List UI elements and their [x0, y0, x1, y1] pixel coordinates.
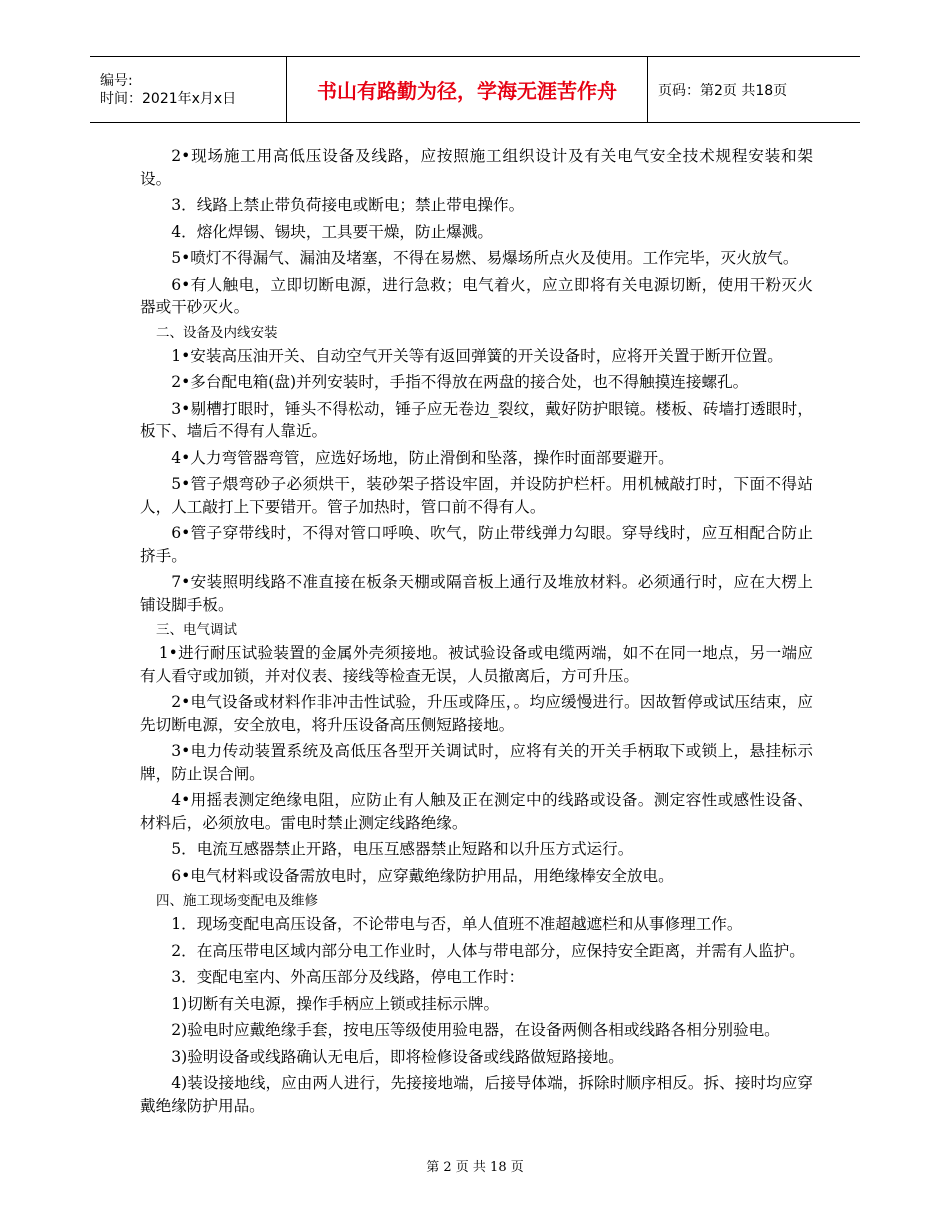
section-heading: 四、施工现场变配电及维修 [156, 893, 318, 909]
body-paragraph: 4•用摇表测定绝缘电阻，应防止有人触及正在测定中的线路或设备。测定容性或感性设备、材料后，必须放电。雷电时禁止测定线路绝缘。 [140, 791, 813, 832]
body-paragraph: 4．熔化焊锡、锡块，工具要干燥，防止爆溅。 [171, 222, 493, 241]
body-paragraph: 5•管子煨弯砂子必须烘干，装砂架子搭设牢固，并设防护栏杆。用机械敲打时，下面不得站人，人工敲打上下要错开。管子加热时，管口前不得有人。 [140, 475, 813, 516]
header-motto-cell [286, 57, 648, 122]
body-paragraph: 2•现场施工用高低压设备及线路，应按照施工组织设计及有关电气安全技术规程安装和架设。 [140, 147, 813, 188]
body-paragraph: 1•进行耐压试验装置的金属外壳须接地。被试验设备或电缆两端，如不在同一地点，另一端应有人看守或加锁，并对仪表、接线等检查无误，人员撤离后，方可升压。 [140, 644, 813, 685]
body-paragraph: 1．现场变配电高压设备，不论带电与否，单人值班不准超越遮栏和从事修理工作。 [171, 915, 743, 933]
header-page-info: 页码：第2页 共18页 [658, 82, 788, 99]
body-paragraph: 6•电气材料或设备需放电时，应穿戴绝缘防护用品，用绝缘棒安全放电。 [171, 866, 674, 885]
body-paragraph: 7•安装照明线路不准直接在板条天棚或隔音板上通行及堆放材料。必须通行时，应在大楞上铺设脚手板。 [140, 573, 813, 614]
body-paragraph: 3•电力传动装置系统及高低压各型开关调试时，应将有关的开关手柄取下或锁上，悬挂标示牌，防止误合闸。 [140, 742, 813, 783]
header-page-cell [648, 57, 860, 122]
body-paragraph: 1•安装高压油开关、自动空气开关等有返回弹簧的开关设备时，应将开关置于断开位置。 [171, 346, 783, 365]
page-footer [0, 1156, 950, 1175]
body-paragraph: 2)验电时应戴绝缘手套，按电压等级使用验电器，在设备两侧各相或线路各相分别验电。 [171, 1021, 780, 1039]
body-paragraph: 2．在高压带电区域内部分电工作业时，人体与带电部分，应保持安全距离，并需有人监护。 [171, 941, 805, 960]
body-paragraph: 3．线路上禁止带负荷接电或断电；禁止带电操作。 [171, 196, 525, 214]
body-paragraph: 4)装设接地线，应由两人进行，先接接地端，后接导体端，拆除时顺序相反。拆、接时均应穿戴绝缘防护用品。 [140, 1074, 813, 1115]
body-paragraph: 3．变配电室内、外高压部分及线路，停电工作时： [171, 968, 525, 986]
serial-label: 编号: [100, 72, 133, 89]
body-paragraph: 2•多台配电箱(盘)并列安装时，手指不得放在两盘的接合处，也不得触摸连接螺孔。 [171, 373, 749, 391]
body-paragraph: 1)切断有关电源，操作手柄应上锁或挂标示牌。 [171, 994, 500, 1013]
time-label: 时间：2021年x月x日 [100, 90, 237, 107]
body-paragraph: 3)验明设备或线路确认无电后，即将检修设备或线路做短路接地。 [171, 1047, 624, 1066]
motto-text: 书山有路勤为径，学海无涯苦作舟 [317, 79, 617, 103]
body-paragraph: 4•人力弯管器弯管，应选好场地，防止滑倒和坠落，操作时面部要避开。 [171, 448, 674, 467]
page-header [90, 56, 860, 123]
body-paragraph: 6•有人触电，立即切断电源，进行急救；电气着火，应立即将有关电源切断，使用干粉灭火器或干砂灭火。 [140, 275, 813, 316]
footer-page-number: 第 2 页 共 18 页 [426, 1160, 524, 1175]
body-paragraph: 5．电流互感器禁止开路，电压互感器禁止短路和以升压方式运行。 [171, 840, 634, 858]
body-paragraph: 6•管子穿带线时，不得对管口呼唤、吹气，防止带线弹力勾眼。穿导线时，应互相配合防止挤手。 [140, 524, 813, 565]
body-paragraph: 3•剔槽打眼时，锤头不得松动，锤子应无卷边_裂纹，戴好防护眼镜。楼板、砖墙打透眼时，板下、墙后不得有人靠近。 [140, 399, 813, 440]
document-body [140, 145, 813, 1121]
header-left-cell [90, 57, 286, 122]
section-heading: 二、设备及内线安装 [156, 324, 278, 341]
section-heading: 三、电气调试 [156, 622, 237, 638]
body-paragraph: 2•电气设备或材料作非冲击性试验，升压或降压，。均应缓慢进行。因故暂停或试压结束，应先切断电源，安全放电，将升压设备高压侧短路接地。 [140, 693, 813, 734]
body-paragraph: 5•喷灯不得漏气、漏油及堵塞，不得在易燃、易爆场所点火及使用。工作完毕，灭火放气。 [171, 249, 799, 267]
